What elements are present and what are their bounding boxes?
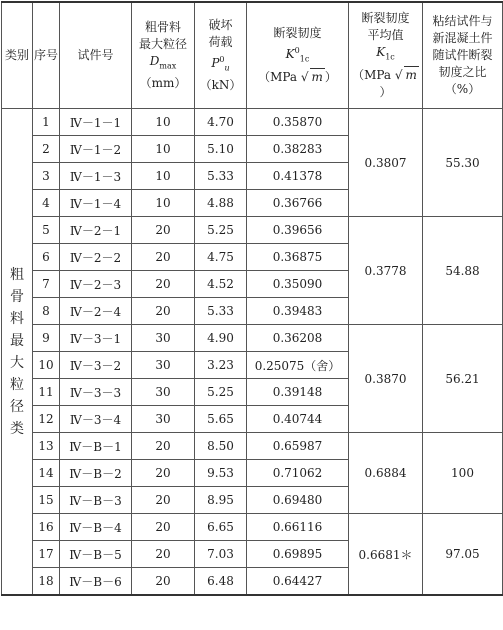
serial-cell: 12 (33, 406, 60, 433)
specimen-cell: Ⅳ－B－3 (60, 487, 132, 514)
specimen-cell: Ⅳ－2－1 (60, 217, 132, 244)
toughness-cell: 0.64427 (247, 568, 349, 596)
dmax-cell: 20 (132, 514, 195, 541)
category-char: 最 (10, 332, 24, 349)
specimen-cell: Ⅳ－1－2 (60, 136, 132, 163)
load-cell: 5.33 (195, 163, 247, 190)
specimen-cell: Ⅳ－3－3 (60, 379, 132, 406)
specimen-cell: Ⅳ－3－1 (60, 325, 132, 352)
header-row (2, 2, 503, 109)
load-cell: 4.90 (195, 325, 247, 352)
dmax-cell: 20 (132, 298, 195, 325)
serial-cell: 17 (33, 541, 60, 568)
dmax-cell: 10 (132, 109, 195, 136)
toughness-cell: 0.66116 (247, 514, 349, 541)
category-char: 料 (10, 310, 24, 327)
serial-cell: 10 (33, 352, 60, 379)
category-cell (2, 109, 33, 596)
category-char: 大 (10, 354, 24, 371)
table-body (2, 109, 503, 596)
toughness-cell: 0.36875 (247, 244, 349, 271)
load-cell: 5.25 (195, 217, 247, 244)
toughness-cell: 0.69895 (247, 541, 349, 568)
serial-cell: 4 (33, 190, 60, 217)
header-specimen: 试件号 (60, 2, 132, 109)
serial-cell: 6 (33, 244, 60, 271)
table-row (2, 325, 503, 352)
average-cell: 0.3778 (349, 217, 423, 325)
serial-cell: 11 (33, 379, 60, 406)
load-cell: 5.25 (195, 379, 247, 406)
serial-cell: 7 (33, 271, 60, 298)
load-cell: 4.88 (195, 190, 247, 217)
toughness-cell: 0.40744 (247, 406, 349, 433)
specimen-cell: Ⅳ－3－2 (60, 352, 132, 379)
load-cell: 6.48 (195, 568, 247, 596)
table-row (2, 514, 503, 541)
serial-cell: 2 (33, 136, 60, 163)
dmax-cell: 30 (132, 325, 195, 352)
serial-cell: 13 (33, 433, 60, 460)
specimen-cell: Ⅳ－1－4 (60, 190, 132, 217)
dmax-cell: 10 (132, 190, 195, 217)
specimen-cell: Ⅳ－3－4 (60, 406, 132, 433)
dmax-cell: 20 (132, 568, 195, 596)
toughness-cell: 0.39656 (247, 217, 349, 244)
table-row (2, 433, 503, 460)
toughness-cell: 0.36766 (247, 190, 349, 217)
serial-cell: 5 (33, 217, 60, 244)
serial-cell: 15 (33, 487, 60, 514)
specimen-cell: Ⅳ－B－6 (60, 568, 132, 596)
dmax-cell: 20 (132, 433, 195, 460)
serial-cell: 8 (33, 298, 60, 325)
dmax-cell: 20 (132, 217, 195, 244)
toughness-cell: 0.71062 (247, 460, 349, 487)
average-cell: 0.6681＊ (349, 514, 423, 596)
specimen-cell: Ⅳ－B－4 (60, 514, 132, 541)
category-char: 骨 (10, 288, 24, 305)
serial-cell: 14 (33, 460, 60, 487)
category-char: 粗 (10, 266, 24, 283)
dmax-cell: 20 (132, 487, 195, 514)
serial-cell: 9 (33, 325, 60, 352)
load-cell: 9.53 (195, 460, 247, 487)
category-char: 径 (10, 398, 24, 415)
toughness-cell: 0.25075（舍） (247, 352, 349, 379)
specimen-cell: Ⅳ－2－2 (60, 244, 132, 271)
category-char: 类 (10, 420, 24, 437)
serial-cell: 16 (33, 514, 60, 541)
dmax-cell: 10 (132, 163, 195, 190)
table-row (2, 217, 503, 244)
toughness-cell: 0.38283 (247, 136, 349, 163)
load-cell: 4.52 (195, 271, 247, 298)
load-cell: 5.10 (195, 136, 247, 163)
average-cell: 0.6884 (349, 433, 423, 514)
dmax-cell: 20 (132, 460, 195, 487)
specimen-cell: Ⅳ－B－1 (60, 433, 132, 460)
average-cell: 0.3870 (349, 325, 423, 433)
toughness-cell: 0.39483 (247, 298, 349, 325)
load-cell: 3.23 (195, 352, 247, 379)
toughness-cell: 0.35870 (247, 109, 349, 136)
dmax-cell: 30 (132, 406, 195, 433)
dmax-cell: 30 (132, 379, 195, 406)
average-cell: 0.3807 (349, 109, 423, 217)
load-cell: 7.03 (195, 541, 247, 568)
ratio-cell: 55.30 (423, 109, 503, 217)
header-average: 断裂韧度 平均值 $K_{1c}$ （MPa √ m） (349, 2, 423, 109)
toughness-cell: 0.69480 (247, 487, 349, 514)
toughness-cell: 0.39148 (247, 379, 349, 406)
toughness-cell: 0.36208 (247, 325, 349, 352)
load-cell: 8.95 (195, 487, 247, 514)
specimen-cell: Ⅳ－2－4 (60, 298, 132, 325)
ratio-cell: 97.05 (423, 514, 503, 596)
dmax-cell: 20 (132, 244, 195, 271)
table-row (2, 109, 503, 136)
dmax-cell: 20 (132, 541, 195, 568)
toughness-cell: 0.35090 (247, 271, 349, 298)
category-char: 粒 (10, 376, 24, 393)
toughness-cell: 0.41378 (247, 163, 349, 190)
specimen-cell: Ⅳ－1－3 (60, 163, 132, 190)
header-serial: 序号 (33, 2, 60, 109)
header-ratio: 粘结试件与 新混凝土件 随试件断裂 韧度之比 （%） (423, 2, 503, 109)
toughness-cell: 0.65987 (247, 433, 349, 460)
fracture-toughness-table (1, 1, 503, 596)
serial-cell: 1 (33, 109, 60, 136)
header-toughness: 断裂韧度 $K^0_{1c}$ （MPa √ m ） (247, 2, 349, 109)
specimen-cell: Ⅳ－2－3 (60, 271, 132, 298)
header-dmax: 粗骨料 最大粒径 $D_{max}$ （mm） (132, 2, 195, 109)
header-load: 破坏 荷载 $P^0_u$ （kN） (195, 2, 247, 109)
load-cell: 5.65 (195, 406, 247, 433)
specimen-cell: Ⅳ－B－5 (60, 541, 132, 568)
dmax-cell: 30 (132, 352, 195, 379)
serial-cell: 18 (33, 568, 60, 596)
load-cell: 6.65 (195, 514, 247, 541)
load-cell: 4.70 (195, 109, 247, 136)
load-cell: 4.75 (195, 244, 247, 271)
ratio-cell: 100 (423, 433, 503, 514)
header-category: 类别 (2, 2, 33, 109)
load-cell: 8.50 (195, 433, 247, 460)
dmax-cell: 20 (132, 271, 195, 298)
dmax-cell: 10 (132, 136, 195, 163)
ratio-cell: 54.88 (423, 217, 503, 325)
specimen-cell: Ⅳ－1－1 (60, 109, 132, 136)
ratio-cell: 56.21 (423, 325, 503, 433)
serial-cell: 3 (33, 163, 60, 190)
load-cell: 5.33 (195, 298, 247, 325)
specimen-cell: Ⅳ－B－2 (60, 460, 132, 487)
